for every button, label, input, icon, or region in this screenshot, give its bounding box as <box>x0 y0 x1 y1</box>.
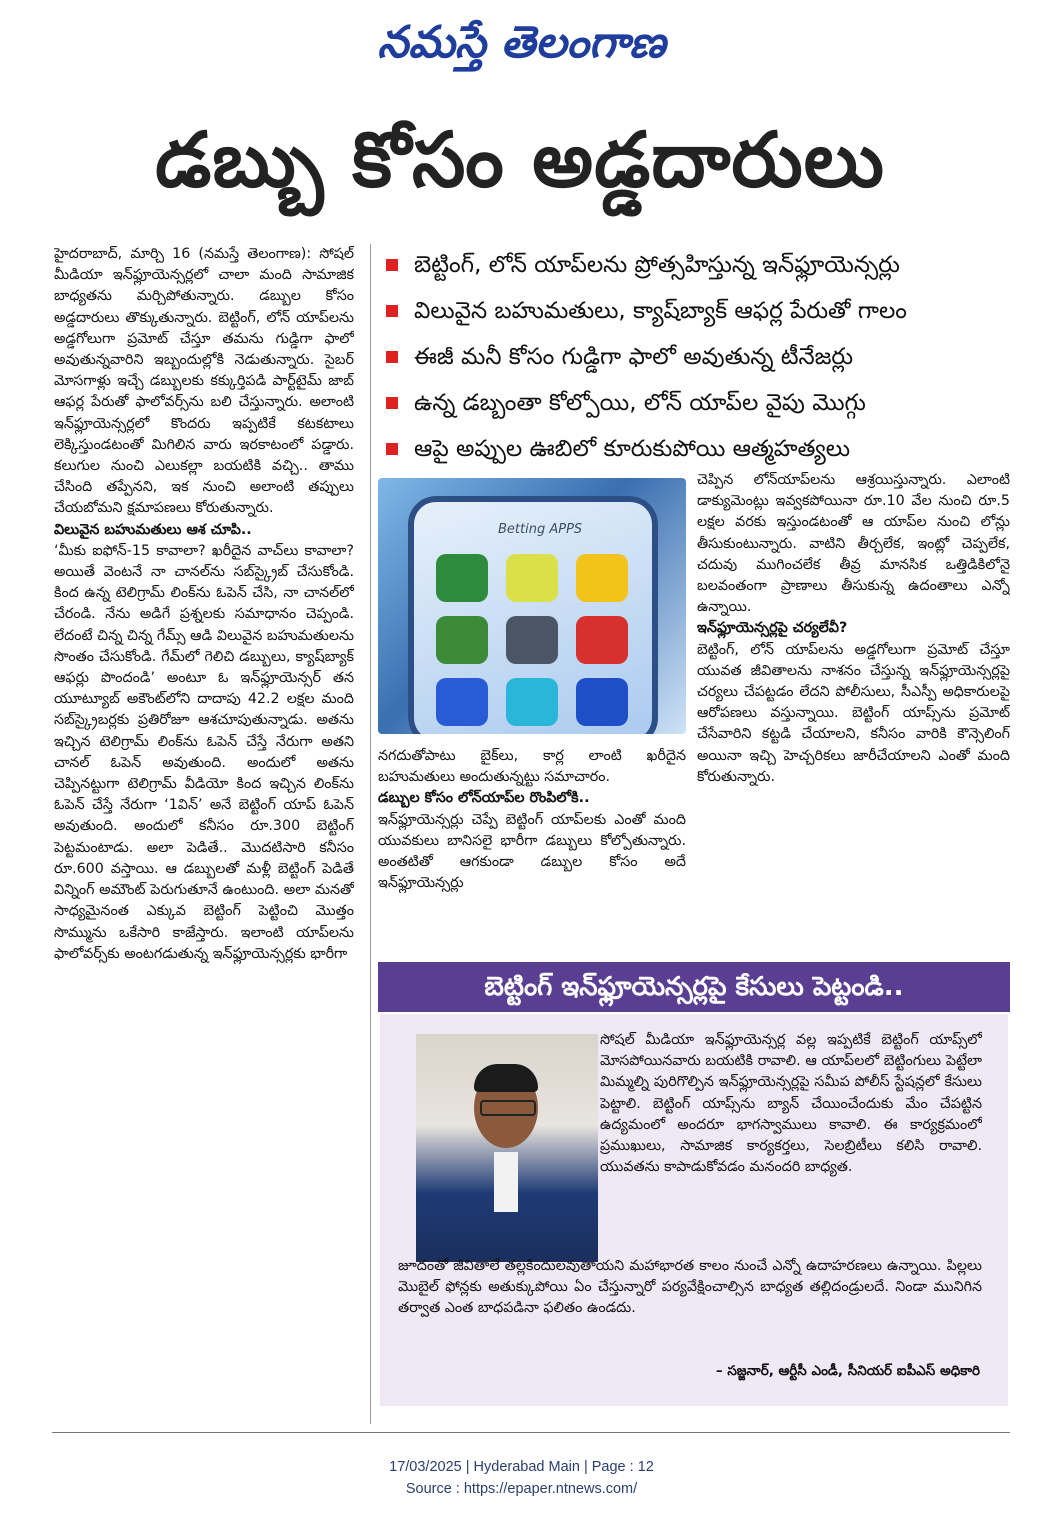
sidebar-banner: బెట్టింగ్ ఇన్‌ఫ్లూయెన్సర్లపై కేసులు పెట్టండి.. <box>378 962 1010 1012</box>
portrait-glasses <box>480 1100 536 1116</box>
column-divider <box>370 244 371 1424</box>
quote-text-continued <box>398 1256 982 1406</box>
app-icon <box>436 616 488 664</box>
photo-caption-text: Betting APPS <box>498 522 583 537</box>
article-paragraph: ‘మీకు ఐఫోన్-15 కావాలా? ఖరీదైన వాచ్‌లు కావాలా? అయితే వెంటనే నా చానల్‌ను సబ్‌స్క్రైబ్ చేసుకోండి. కింద ఉన్న టెలిగ్రామ్ లింక్‌ను ఓపెన్ చేసి, నా చానల్‌లో చేరండి. నేను అడిగే ప్రశ్నలకు సమాధానం చెప్పండి. లేదంటే చిన్న చిన్న గేమ్స్ ఆడి విలువైన బహుమతులను సొంతం చేసుకోండి. గేమ్‌లో గెలిచి డబ్బులు, క్యాష్‌బ్యాక్ ఆఫర్లు పొందండి’ అంటూ ఓ ఇన్‌ఫ్లూయెన్సర్ తన యూట్యూబ్ అకౌంట్‌లోని దాదాపు 42.2 లక్షల మంది సబ్‌స్క్రైబర్లకు ప్రతిరోజూ ఆశచూపుతున్నాడు. అతను ఇచ్చిన టెలిగ్రామ్ లింక్‌ను ఓపెన్ చేస్తే నేరుగా అతని చానల్ ఓపెన్ అవుతుంది. అందులో అతను చెప్పినట్టుగా టెలిగ్రామ్ వీడియో కింద ఇచ్చిన లింక్‌ను ఓపెన్ చేస్తే నేరుగా ‘1విన్’ అనే బెట్టింగ్ యాప్ ఓపెన్ అవుతుంది. అందులో కనీసం రూ.300 బెట్టింగ్ పెట్టమంటాడు. అలా పెడితే.. మొదటిసారి కనీసం రూ.600 వస్తాయి. ఆ డబ్బులతో మళ్లీ బెట్టింగ్ పెడితే విన్నింగ్ అమౌంట్ పెరుగుతూనే ఉంటుంది. అలా మనతో సాధ్యమైనంత ఎక్కువ బెట్టింగ్ పెట్టించి మొత్తం సొమ్మును ఒకేసారి కాజేస్తారు. ఇలాంటి యాప్‌లను ఫాలోవర్స్‌కు అంటగడుతున్న ఇన్‌ఫ్లూయెన్సర్లకు భారీగా <box>54 542 354 962</box>
bullet-item: విలువైన బహుమతులు, క్యాష్‌బ్యాక్ ఆఫర్ల పేరుతో గాలం <box>380 288 1010 334</box>
bullet-square-icon <box>386 305 398 317</box>
right-column <box>697 470 1010 940</box>
page-headline: డబ్బు కోసం అడ్డదారులు <box>155 115 885 204</box>
app-icon <box>576 616 628 664</box>
app-icon <box>436 678 488 726</box>
quote-paragraph: జూదంతో జీవితాలే తల్లకిందులవుతాయని మహాభారత కాలం నుంచే ఎన్నో ఉదాహరణలు ఉన్నాయి. పిల్లలు మొబైల్ ఫోన్లకు అతుక్కుపోయి ఏం చేస్తున్నారో పర్యవేక్షించాల్సిన బాధ్యత తల్లిదండ్రులదే. నిండా మునిగిన తర్వాత ఎంత బాధపడినా ఫలితం ఉండదు. <box>398 1258 982 1317</box>
article-subheading: ఇన్‌ఫ్లూయెన్సర్లపై చర్యలేవీ? <box>697 620 848 637</box>
article-paragraph: ఇన్‌ఫ్లూయెన్సర్లు చెప్పే బెట్టింగ్ యాప్‌లకు ఎంతో మంది యువకులు బానిసలై భారీగా డబ్బులు కోల్పోతున్నారు. అంతటితో ఆగకుండా డబ్బుల కోసం అదే ఇన్‌ఫ్లూయెన్సర్లు <box>378 811 686 892</box>
highlight-bullets <box>380 242 1010 472</box>
app-icon <box>576 554 628 602</box>
quote-paragraph: సోషల్ మీడియా ఇన్‌ఫ్లూయెన్సర్ల వల్ల ఇప్పటికే బెట్టింగ్ యాప్స్‌లో మోసపోయినవారు బయటికి రావాలి. ఆ యాప్‌లలో బెట్టింగులు పెట్టేలా మిమ్మల్ని పురిగొల్పిన ఇన్‌ఫ్లూయెన్సర్లపై సమీప పోలీస్ స్టేషన్లలో కేసులు పెట్టాలి. బెట్టింగ్ యాప్స్‌ను బ్యాన్ చేయించేందుకు మేం చేపట్టిన ఉద్యమంలో అందరూ భాగస్వాములు కావాలి. ఈ కార్యక్రమంలో ప్రముఖులు, సామాజిక కార్యకర్తలు, సెలబ్రిటీలు కలిసి రావాలి. యువతను కాపాడుకోవడం మనందరి బాధ్యత. <box>600 1032 982 1176</box>
speaker-photo <box>416 1034 598 1262</box>
article-paragraph: నగదుతోపాటు బైక్‌లు, కార్ల లాంటి ఖరీదైన బహుమతులు అందుతున్నట్టు సమాచారం. <box>378 748 686 786</box>
article-subheading: డబ్బుల కోసం లోన్‌యాప్‌ల రొంపిలోకి.. <box>378 790 590 807</box>
footer-divider <box>52 1432 1010 1433</box>
app-icon <box>506 616 558 664</box>
article-subheading: విలువైన బహుమతులు ఆశ చూపి.. <box>54 521 252 538</box>
app-icon <box>506 678 558 726</box>
quote-text <box>600 1030 982 1256</box>
article-paragraph: హైదరాబాద్, మార్చి 16 (నమస్తే తెలంగాణ): సోషల్ మీడియా ఇన్‌ఫ్లూయెన్సర్లలో చాలా మంది సామాజిక బాధ్యతను మర్చిపోతున్నారు. డబ్బుల కోసం అడ్డదారులు తొక్కుతున్నారు. బెట్టింగ్, లోన్ యాప్‌లను అడ్డగోలుగా ప్రమోట్ చేస్తూ తమను గుడ్డిగా ఫాలో అవుతున్నవారిని ఇబ్బందుల్లోకి నెడుతున్నారు. సైబర్ మోసగాళ్లు ఇచ్చే డబ్బులకు కక్కుర్తిపడి పార్ట్‌టైమ్ జాబ్ ఆఫర్ల పేరుతో ఫాలోవర్స్‌ను బలి చేస్తున్నారు. అలాంటి ఇన్‌ఫ్లూయెన్సర్లలో కొందరు ఇప్పటికే కటకటాలు లెక్కిస్తుండటంతో మిగిలిన వారు ఇరకాటంలో పడ్డారు. కలుగుల నుంచి ఎలుకల్లా బయటికి వచ్చి.. తాము చేసింది తప్పేనని, ఇక నుంచి అలాంటి తప్పులు చేయబోమని క్షమాపణలు కోరుతున్నారు. <box>54 246 354 517</box>
newspaper-masthead: నమస్తే తెలంగాణ <box>377 17 666 68</box>
bullet-item: ఆపై అప్పుల ఊబిలో కూరుకుపోయి ఆత్మహత్యలు <box>380 426 1010 472</box>
bullet-square-icon <box>386 351 398 363</box>
quote-signature: – సజ్జనార్, ఆర్టీసీ ఎండీ, సీనియర్ ఐపీఎస్ అధికారి <box>715 1363 980 1379</box>
left-column <box>54 244 354 1424</box>
bullet-item: బెట్టింగ్, లోన్ యాప్‌లను ప్రోత్సహిస్తున్న ఇన్‌ఫ్లూయెన్సర్లు <box>380 242 1010 288</box>
bullet-item: ఈజీ మనీ కోసం గుడ్డిగా ఫాలో అవుతున్న టీనేజర్లు <box>380 334 1010 380</box>
bullet-square-icon <box>386 443 398 455</box>
portrait-shirt <box>494 1152 518 1212</box>
bullet-item: ఉన్న డబ్బంతా కోల్పోయి, లోన్ యాప్‌ల వైపు మొగ్గు <box>380 380 1010 426</box>
article-paragraph: బెట్టింగ్, లోన్ యాప్‌లను అడ్డగోలుగా ప్రమోట్ చేస్తూ యువత జీవితాలను నాశనం చేస్తున్న ఇన్‌ఫ్లూయెన్సర్లపై చర్యలు చేపట్టడం లేదని పోలీసులు, సీఎస్పీ అధికారులపై ఆరోపణలు వస్తున్నాయి. బెట్టింగ్ యాప్స్‌ను ప్రమోట్ చేసేవారిని కట్టడి చేయాలని, కనీసం వారికి కౌన్సెలింగ్ అయినా ఇచ్చి హెచ్చరికలు జారీచేయాలని ఎంతో మంది కోరుతున్నారు. <box>697 641 1010 785</box>
bullet-square-icon <box>386 259 398 271</box>
bullet-square-icon <box>386 397 398 409</box>
app-icon <box>436 554 488 602</box>
footer-date-page: 17/03/2025 | Hyderabad Main | Page : 12 <box>389 1459 654 1475</box>
article-paragraph: చెప్పిన లోన్‌యాప్‌లను ఆశ్రయిస్తున్నారు. ఎలాంటి డాక్యుమెంట్లు ఇవ్వకపోయినా రూ.10 వేల నుంచి రూ.5 లక్షల వరకు ఇస్తుండటంతో ఆ యాప్‌ల నుంచి లోన్లు తీసుకుంటున్నారు. వాటిని తీర్చలేక, ఇంట్లో చెప్పలేక, చదువు ముగించలేక తీవ్ర మానసిక ఒత్తిడికిలోనై బలవంతంగా ప్రాణాలు తీసుకున్న ఉదంతాలు ఎన్నో ఉన్నాయి. <box>697 472 1010 616</box>
footer-source: Source : https://epaper.ntnews.com/ <box>405 1481 638 1497</box>
app-icon <box>576 678 628 726</box>
middle-column <box>378 746 686 946</box>
page-footer <box>0 1456 1043 1500</box>
portrait-hair <box>474 1064 538 1092</box>
phone-screen <box>408 496 658 734</box>
app-icon <box>506 554 558 602</box>
betting-apps-photo <box>378 478 686 734</box>
